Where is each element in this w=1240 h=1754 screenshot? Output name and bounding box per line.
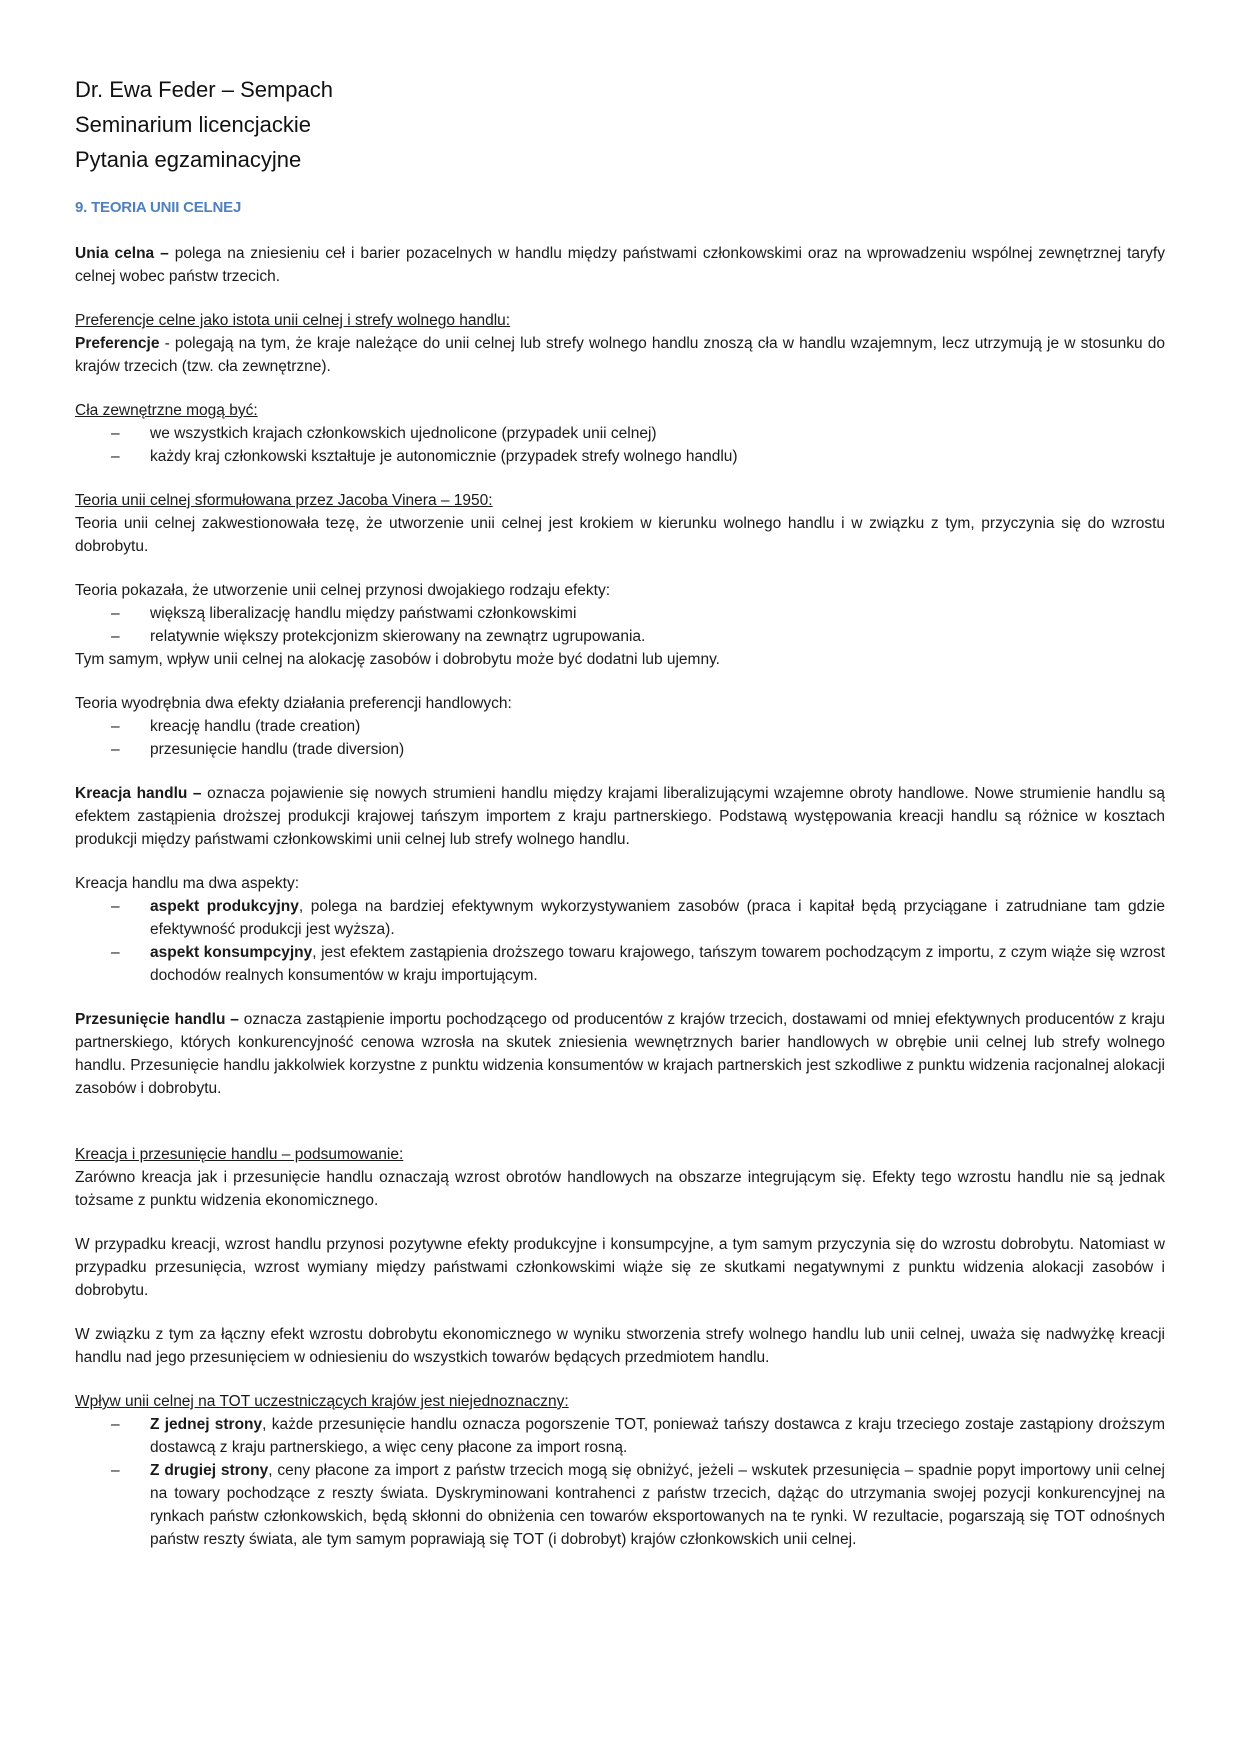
dash-bullet: – <box>111 944 120 961</box>
definition-text: oznacza zastąpienie importu pochodzącego od producentów z krajów trzecich, dostawami od mniej efektywnych producentów z kraju partnerskiego, których konkurencyjność cenowa wzrosła na skutek zniesienia wewnętrznych barier handlowych w obrębie unii celnej lub strefy wolnego handlu. Przesunięcie handlu jakkolwiek korzystne z punktu widzenia konsumentów w krajach partnerskich jest szkodliwe z punktu widzenia racjonalnej alokacji zasobów i dobrobytu. <box>75 1011 1165 1097</box>
list-item <box>75 1459 1165 1551</box>
list-item <box>75 941 1165 987</box>
definition-text: polega na zniesieniu ceł i barier pozacelnych w handlu między państwami członkowskimi oraz na wprowadzeniu wspólnej zewnętrznej taryfy celnej wobec państw trzecich. <box>75 245 1165 285</box>
term: Unia celna – <box>75 245 169 262</box>
list-item-text: przesunięcie handlu (trade diversion) <box>150 741 405 758</box>
list-item-term: Z jednej strony <box>150 1416 263 1433</box>
list-item <box>75 422 1165 445</box>
document-header <box>75 72 1165 177</box>
dash-bullet: – <box>111 1462 120 1479</box>
dash-bullet: – <box>111 718 120 735</box>
dash-bullet: – <box>111 628 120 645</box>
wyodrebnia-list <box>75 715 1165 761</box>
doc-type-line: Pytania egzaminacyjne <box>75 147 302 172</box>
dash-bullet: – <box>111 425 120 442</box>
spacer <box>75 1121 1165 1143</box>
list-item <box>75 1413 1165 1459</box>
list-item-text: , każde przesunięcie handlu oznacza pogorszenie TOT, ponieważ tańszy dostawca z kraju trzeciego zostaje zastąpiony droższym dostawcą z kraju partnerskiego, a więc ceny płacone za import rosną. <box>150 1416 1165 1456</box>
list-item <box>75 895 1165 941</box>
viner-heading: Teoria unii celnej sformułowana przez Jacoba Vinera – 1950: <box>75 492 493 509</box>
author-line: Dr. Ewa Feder – Sempach <box>75 77 334 102</box>
list-item-text: , polega na bardziej efektywnym wykorzystywaniem zasobów (praca i kapitał będą przyciągane i zatrudniane tam gdzie efektywność produkcji jest wyższa). <box>150 898 1166 938</box>
przesuniecie-definition <box>75 1008 1165 1100</box>
list-item <box>75 602 1165 625</box>
viner-text: Teoria unii celnej zakwestionowała tezę, że utworzenie unii celnej jest krokiem w kierunku wolnego handlu i w związku z tym, przyczynia się do wzrostu dobrobytu. <box>75 515 1165 555</box>
cla-heading: Cła zewnętrzne mogą być: <box>75 402 258 419</box>
list-item-term: Z drugiej strony <box>150 1462 269 1479</box>
list-item <box>75 445 1165 468</box>
tot-heading: Wpływ unii celnej na TOT uczestniczących krajów jest niejednoznaczny: <box>75 1393 569 1410</box>
dash-bullet: – <box>111 448 120 465</box>
list-item-text: relatywnie większy protekcjonizm skierowany na zewnątrz ugrupowania. <box>150 628 646 645</box>
wyodrebnia-intro: Teoria wyodrębnia dwa efekty działania preferencji handlowych: <box>75 695 512 712</box>
podsumowanie-paragraph-1: Zarówno kreacja jak i przesunięcie handlu oznaczają wzrost obrotów handlowych na obszarze integrującym się. Efekty tego wzrostu handlu nie są jednak tożsame z punktu widzenia ekonomicznego. <box>75 1169 1165 1209</box>
list-item-term: aspekt konsumpcyjny <box>150 944 313 961</box>
preferencje-definition <box>75 332 1165 378</box>
aspekty-list <box>75 895 1165 987</box>
list-item <box>75 738 1165 761</box>
kreacja-definition <box>75 782 1165 851</box>
dash-bullet: – <box>111 898 120 915</box>
term: Preferencje <box>75 335 160 352</box>
podsumowanie-paragraph-3: W związku z tym za łączny efekt wzrostu dobrobytu ekonomicznego w wyniku stworzenia strefy wolnego handlu lub unii celnej, uważa się nadwyżkę kreacji handlu nad jego przesunięciem w odniesieniu do wszystkich towarów będących przedmiotem handlu. <box>75 1326 1165 1366</box>
unia-celna-definition <box>75 242 1165 288</box>
preferencje-heading: Preferencje celne jako istota unii celnej i strefy wolnego handlu: <box>75 312 511 329</box>
list-item-text: , jest efektem zastąpienia droższego towaru krajowego, tańszym towarem pochodzącym z importu, z czym wiąże się wzrost dochodów realnych konsumentów w kraju importującym. <box>150 944 1165 984</box>
list-item-text: każdy kraj członkowski kształtuje je autonomicznie (przypadek strefy wolnego handlu) <box>150 448 738 465</box>
list-item-term: aspekt produkcyjny <box>150 898 299 915</box>
efekty-list <box>75 602 1165 648</box>
efekty-conclusion: Tym samym, wpływ unii celnej na alokację zasobów i dobrobytu może być dodatni lub ujemny. <box>75 651 720 668</box>
aspekty-intro: Kreacja handlu ma dwa aspekty: <box>75 875 300 892</box>
list-item <box>75 715 1165 738</box>
term: Przesunięcie handlu – <box>75 1011 239 1028</box>
term: Kreacja handlu – <box>75 785 202 802</box>
section-title: 9. TEORIA UNII CELNEJ <box>75 199 242 216</box>
dash-bullet: – <box>111 741 120 758</box>
definition-text: oznacza pojawienie się nowych strumieni handlu między krajami liberalizującymi wzajemne obroty handlowe. Nowe strumienie handlu są efektem zastąpienia droższej produkcji krajowej tańszym importem z kraju partnerskiego. Podstawą występowania kreacji handlu są różnice w kosztach produkcji między państwami członkowskimi unii celnej lub strefy wolnego handlu. <box>75 785 1166 848</box>
list-item-text: większą liberalizację handlu między państwami członkowskimi <box>150 605 577 622</box>
podsumowanie-paragraph-2: W przypadku kreacji, wzrost handlu przynosi pozytywne efekty produkcyjne i konsumpcyjne, a tym samym przyczynia się do wzrostu dobrobytu. Natomiast w przypadku przesunięcia, wzrost wymiany między państwami członkowskimi wiąże się ze skutkami negatywnymi z punktu widzenia alokacji zasobów i dobrobytu. <box>75 1236 1165 1299</box>
podsumowanie-heading: Kreacja i przesunięcie handlu – podsumowanie: <box>75 1146 404 1163</box>
definition-text: - polegają na tym, że kraje należące do unii celnej lub strefy wolnego handlu znoszą cła w handlu wzajemnym, lecz utrzymują je w stosunku do krajów trzecich (tzw. cła zewnętrzne). <box>75 335 1165 375</box>
efekty-intro: Teoria pokazała, że utworzenie unii celnej przynosi dwojakiego rodzaju efekty: <box>75 582 611 599</box>
tot-list <box>75 1413 1165 1551</box>
dash-bullet: – <box>111 605 120 622</box>
list-item-text: we wszystkich krajach członkowskich ujednolicone (przypadek unii celnej) <box>150 425 657 442</box>
list-item-text: , ceny płacone za import z państw trzecich mogą się obniżyć, jeżeli – wskutek przesunięcia – spadnie popyt importowy unii celnej na towary pochodzące z reszty świata. Dyskryminowani kontrahenci z państw trzecich, dążąc do utrzymania swojej pozycji konkurencyjnej na rynkach państw członkowskich, będą skłonni do obniżenia cen towarów eksportowanych na te rynki. W rezultacie, pogarszają się TOT odnośnych państw reszty świata, ale tym samym poprawiają się TOT (i dobrobyt) krajów członkowskich unii celnej. <box>150 1462 1165 1548</box>
list-item-text: kreację handlu (trade creation) <box>150 718 361 735</box>
list-item <box>75 625 1165 648</box>
dash-bullet: – <box>111 1416 120 1433</box>
cla-list <box>75 422 1165 468</box>
course-line: Seminarium licencjackie <box>75 112 311 137</box>
